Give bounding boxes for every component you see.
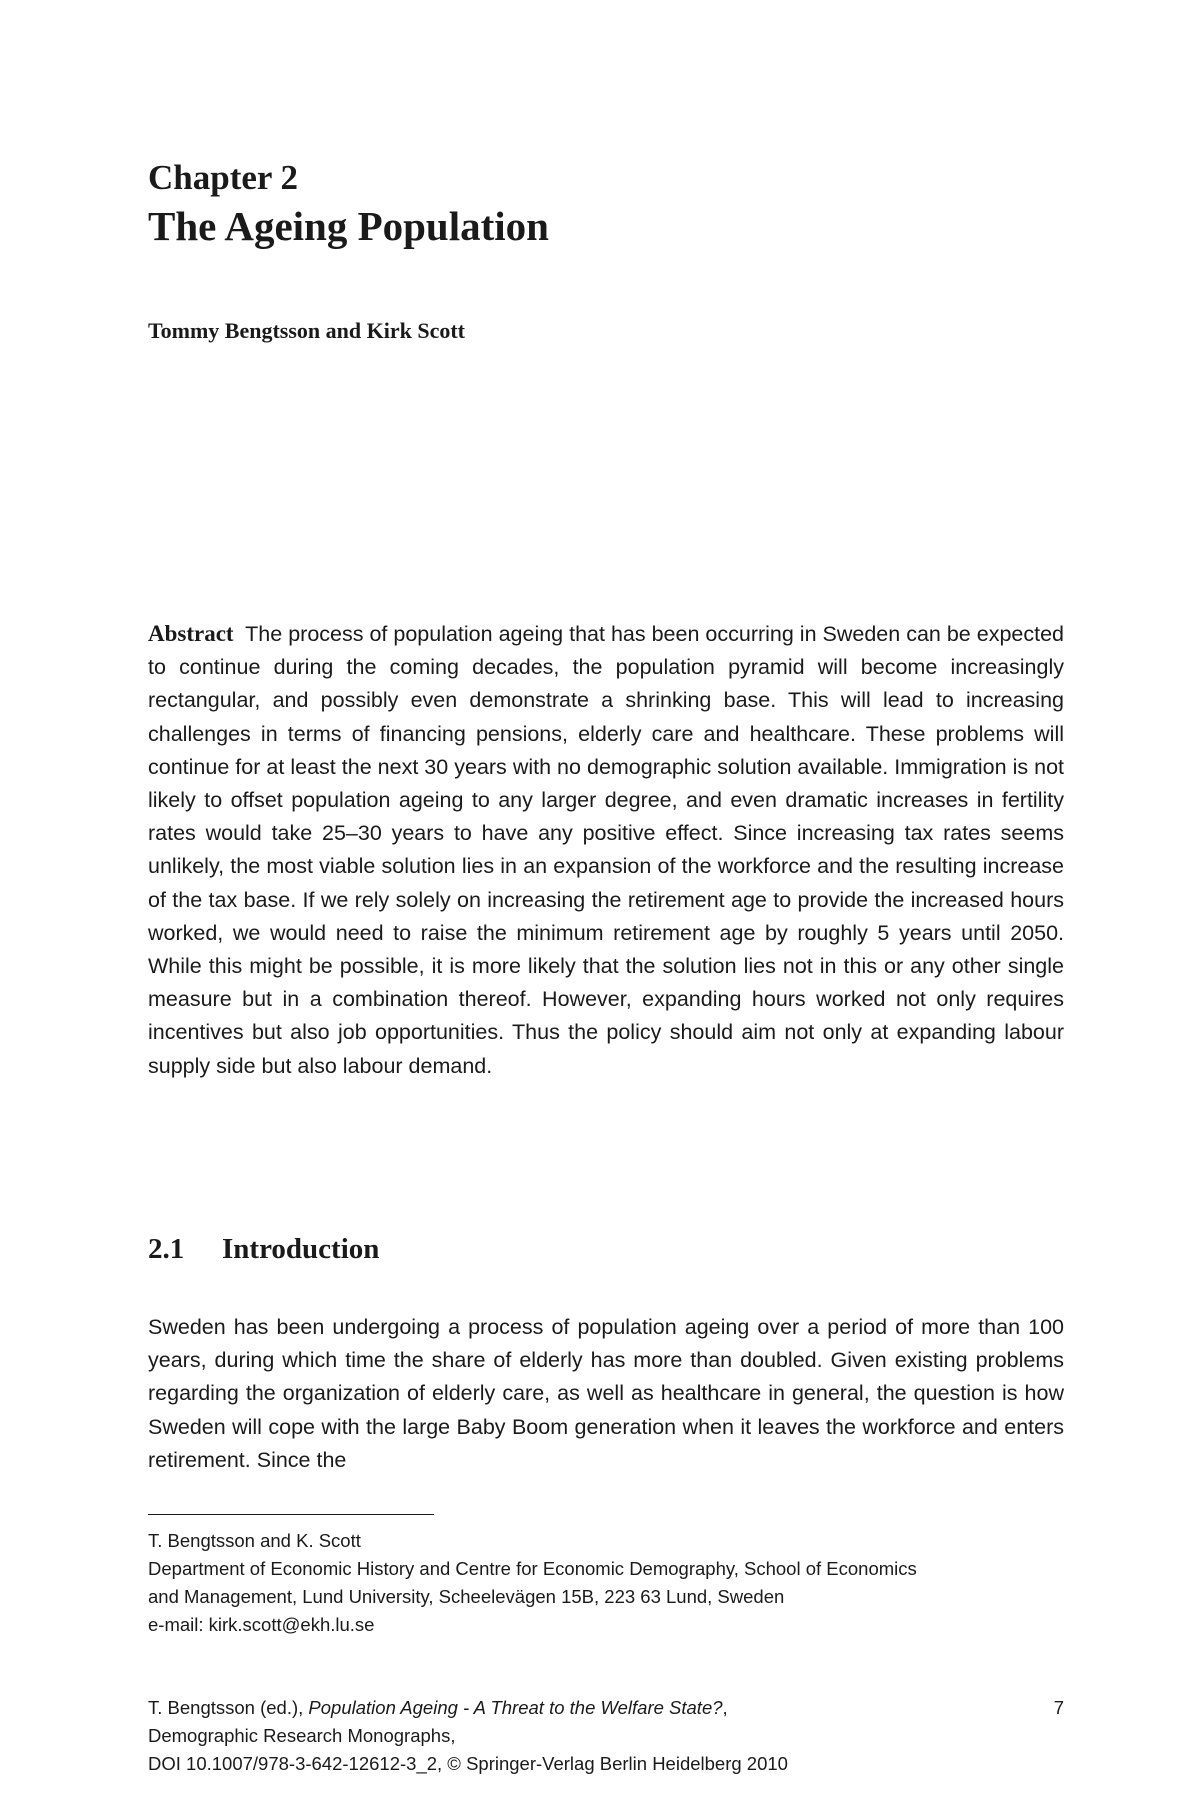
colophon-series: Demographic Research Monographs, <box>148 1725 456 1746</box>
affiliation-line-1: Department of Economic History and Centre for Economic Demography, School of Economics <box>148 1558 917 1579</box>
authors: Tommy Bengtsson and Kirk Scott <box>148 318 466 343</box>
section-heading <box>148 1229 379 1269</box>
section-title: Introduction <box>222 1233 380 1265</box>
affiliation-line-2: and Management, Lund University, Scheelevägen 15B, 223 63 Lund, Sweden <box>148 1586 785 1607</box>
colophon-editor: T. Bengtsson (ed.), <box>148 1697 304 1718</box>
section-number: 2.1 <box>148 1233 185 1265</box>
book-colophon <box>148 1694 1064 1778</box>
colophon-book-title: Population Ageing - A Threat to the Welfare State? <box>308 1697 723 1718</box>
page-number: 7 <box>1053 1697 1064 1718</box>
chapter-title: The Ageing Population <box>148 203 549 249</box>
colophon-doi: DOI 10.1007/978-3-642-12612-3_2, © Springer-Verlag Berlin Heidelberg 2010 <box>148 1753 788 1774</box>
abstract-paragraph <box>148 617 1064 1083</box>
abstract-text: The process of population ageing that has been occurring in Sweden can be expected to continue during the coming decades, the population pyramid will become increasingly rectangular, and possibly even demonstrate a shrinking base. This will lead to increasing challenges in terms of financing pensions, elderly care and healthcare. These problems will continue for at least the next 30 years with no demographic solution available. Immigration is not likely to offset population ageing to any larger degree, and even dramatic increases in fertility rates would take 25–30 years to have any positive effect. Since increasing tax rates seems unlikely, the most viable solution lies in an expansion of the workforce and the resulting increase of the tax base. If we rely solely on increasing the retirement age to provide the increased hours worked, we would need to raise the minimum retirement age by roughly 5 years until 2050. While this might be possible, it is more likely that the solution lies not in this or any other single measure but in a combination thereof. However, expanding hours worked not only requires incentives but also job opportunities. Thus the policy should aim not only at expanding labour supply side but also labour demand. <box>148 622 1064 1078</box>
author-email: e-mail: kirk.scott@ekh.lu.se <box>148 1614 375 1635</box>
author-affiliation <box>148 1527 1068 1639</box>
abstract-label: Abstract <box>148 621 234 646</box>
chapter-label: Chapter 2 <box>148 158 299 197</box>
introduction-paragraph: Sweden has been undergoing a process of population ageing over a period of more than 100 years, during which time the share of elderly has more than doubled. Given existing problems regarding the organization of elderly care, as well as healthcare in general, the question is how Sweden will cope with the large Baby Boom generation when it leaves the workforce and enters retirement. Since the <box>148 1315 1064 1472</box>
colophon-citation <box>148 1694 1064 1722</box>
colophon-book-title-suffix: , <box>722 1697 728 1718</box>
footnote-divider <box>148 1514 434 1515</box>
affiliation-names: T. Bengtsson and K. Scott <box>148 1530 361 1551</box>
